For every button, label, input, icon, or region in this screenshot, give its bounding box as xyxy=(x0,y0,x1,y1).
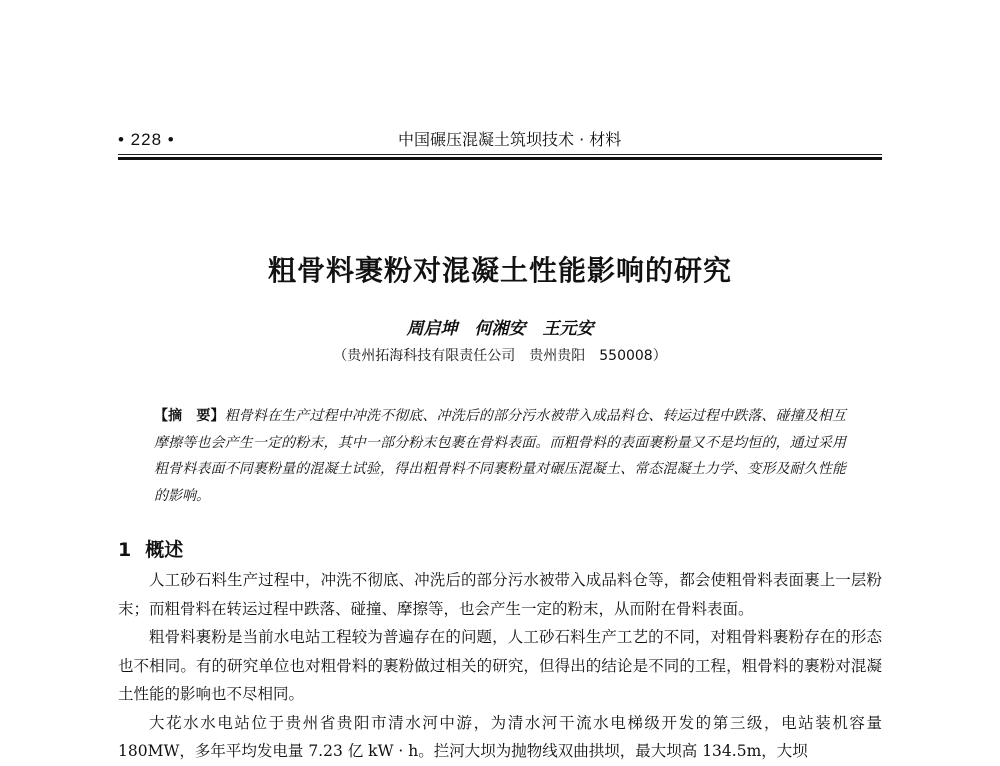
page-header xyxy=(118,128,882,152)
affiliation: （贵州拓海科技有限责任公司 贵州贵阳 550008） xyxy=(333,348,667,364)
authors: 周启坤 何湘安 王元安 xyxy=(406,319,594,339)
section-title: 概述 xyxy=(145,539,184,561)
abstract xyxy=(154,403,846,509)
paper-title: 粗骨料裹粉对混凝土性能影响的研究 xyxy=(267,254,732,287)
abstract-text: 粗骨料在生产过程中冲洗不彻底、冲洗后的部分污水被带入成品料仓、转运过程中跌落、碰撞及相互摩擦等也会产生一定的粉末，其中一部分粉末包裹在骨料表面。而粗骨料的表面裹粉量又不是均恒的，通过采用粗骨料表面不同裹粉量的混凝土试验，得出粗骨料不同裹粉量对碾压混凝土、常态混凝土力学、变形及耐久性能的影响。 xyxy=(154,408,846,504)
section-body xyxy=(118,566,882,766)
section-number: 1 xyxy=(118,539,132,561)
abstract-label: 【摘 要】 xyxy=(154,408,225,424)
header-rule-thick xyxy=(118,157,882,160)
body-paragraph: 大花水水电站位于贵州省贵阳市清水河中游，为清水河干流水电梯级开发的第三级，电站装机容量 180MW，多年平均发电量 7.23 亿 kW · h。拦河大坝为抛物线双曲拱坝，最大坝高 134.5m，大坝 xyxy=(118,713,882,760)
section-heading xyxy=(118,536,183,564)
body-paragraph: 粗骨料裹粉是当前水电站工程较为普遍存在的问题，人工砂石料生产工艺的不同，对粗骨料裹粉存在的形态也不相同。有的研究单位也对粗骨料的裹粉做过相关的研究，但得出的结论是不同的工程，粗骨料的裹粉对混凝土性能的影响也不尽相同。 xyxy=(118,628,882,703)
page-number: • 228 • xyxy=(118,130,175,149)
body-paragraph: 人工砂石料生产过程中，冲洗不彻底、冲洗后的部分污水被带入成品料仓等，都会使粗骨料表面裹上一层粉末；而粗骨料在转运过程中跌落、碰撞、摩擦等，也会产生一定的粉末，从而附在骨料表面。 xyxy=(118,571,882,618)
running-title: 中国碾压混凝土筑坝技术 · 材料 xyxy=(398,130,622,149)
header-rule-thin xyxy=(118,154,882,155)
